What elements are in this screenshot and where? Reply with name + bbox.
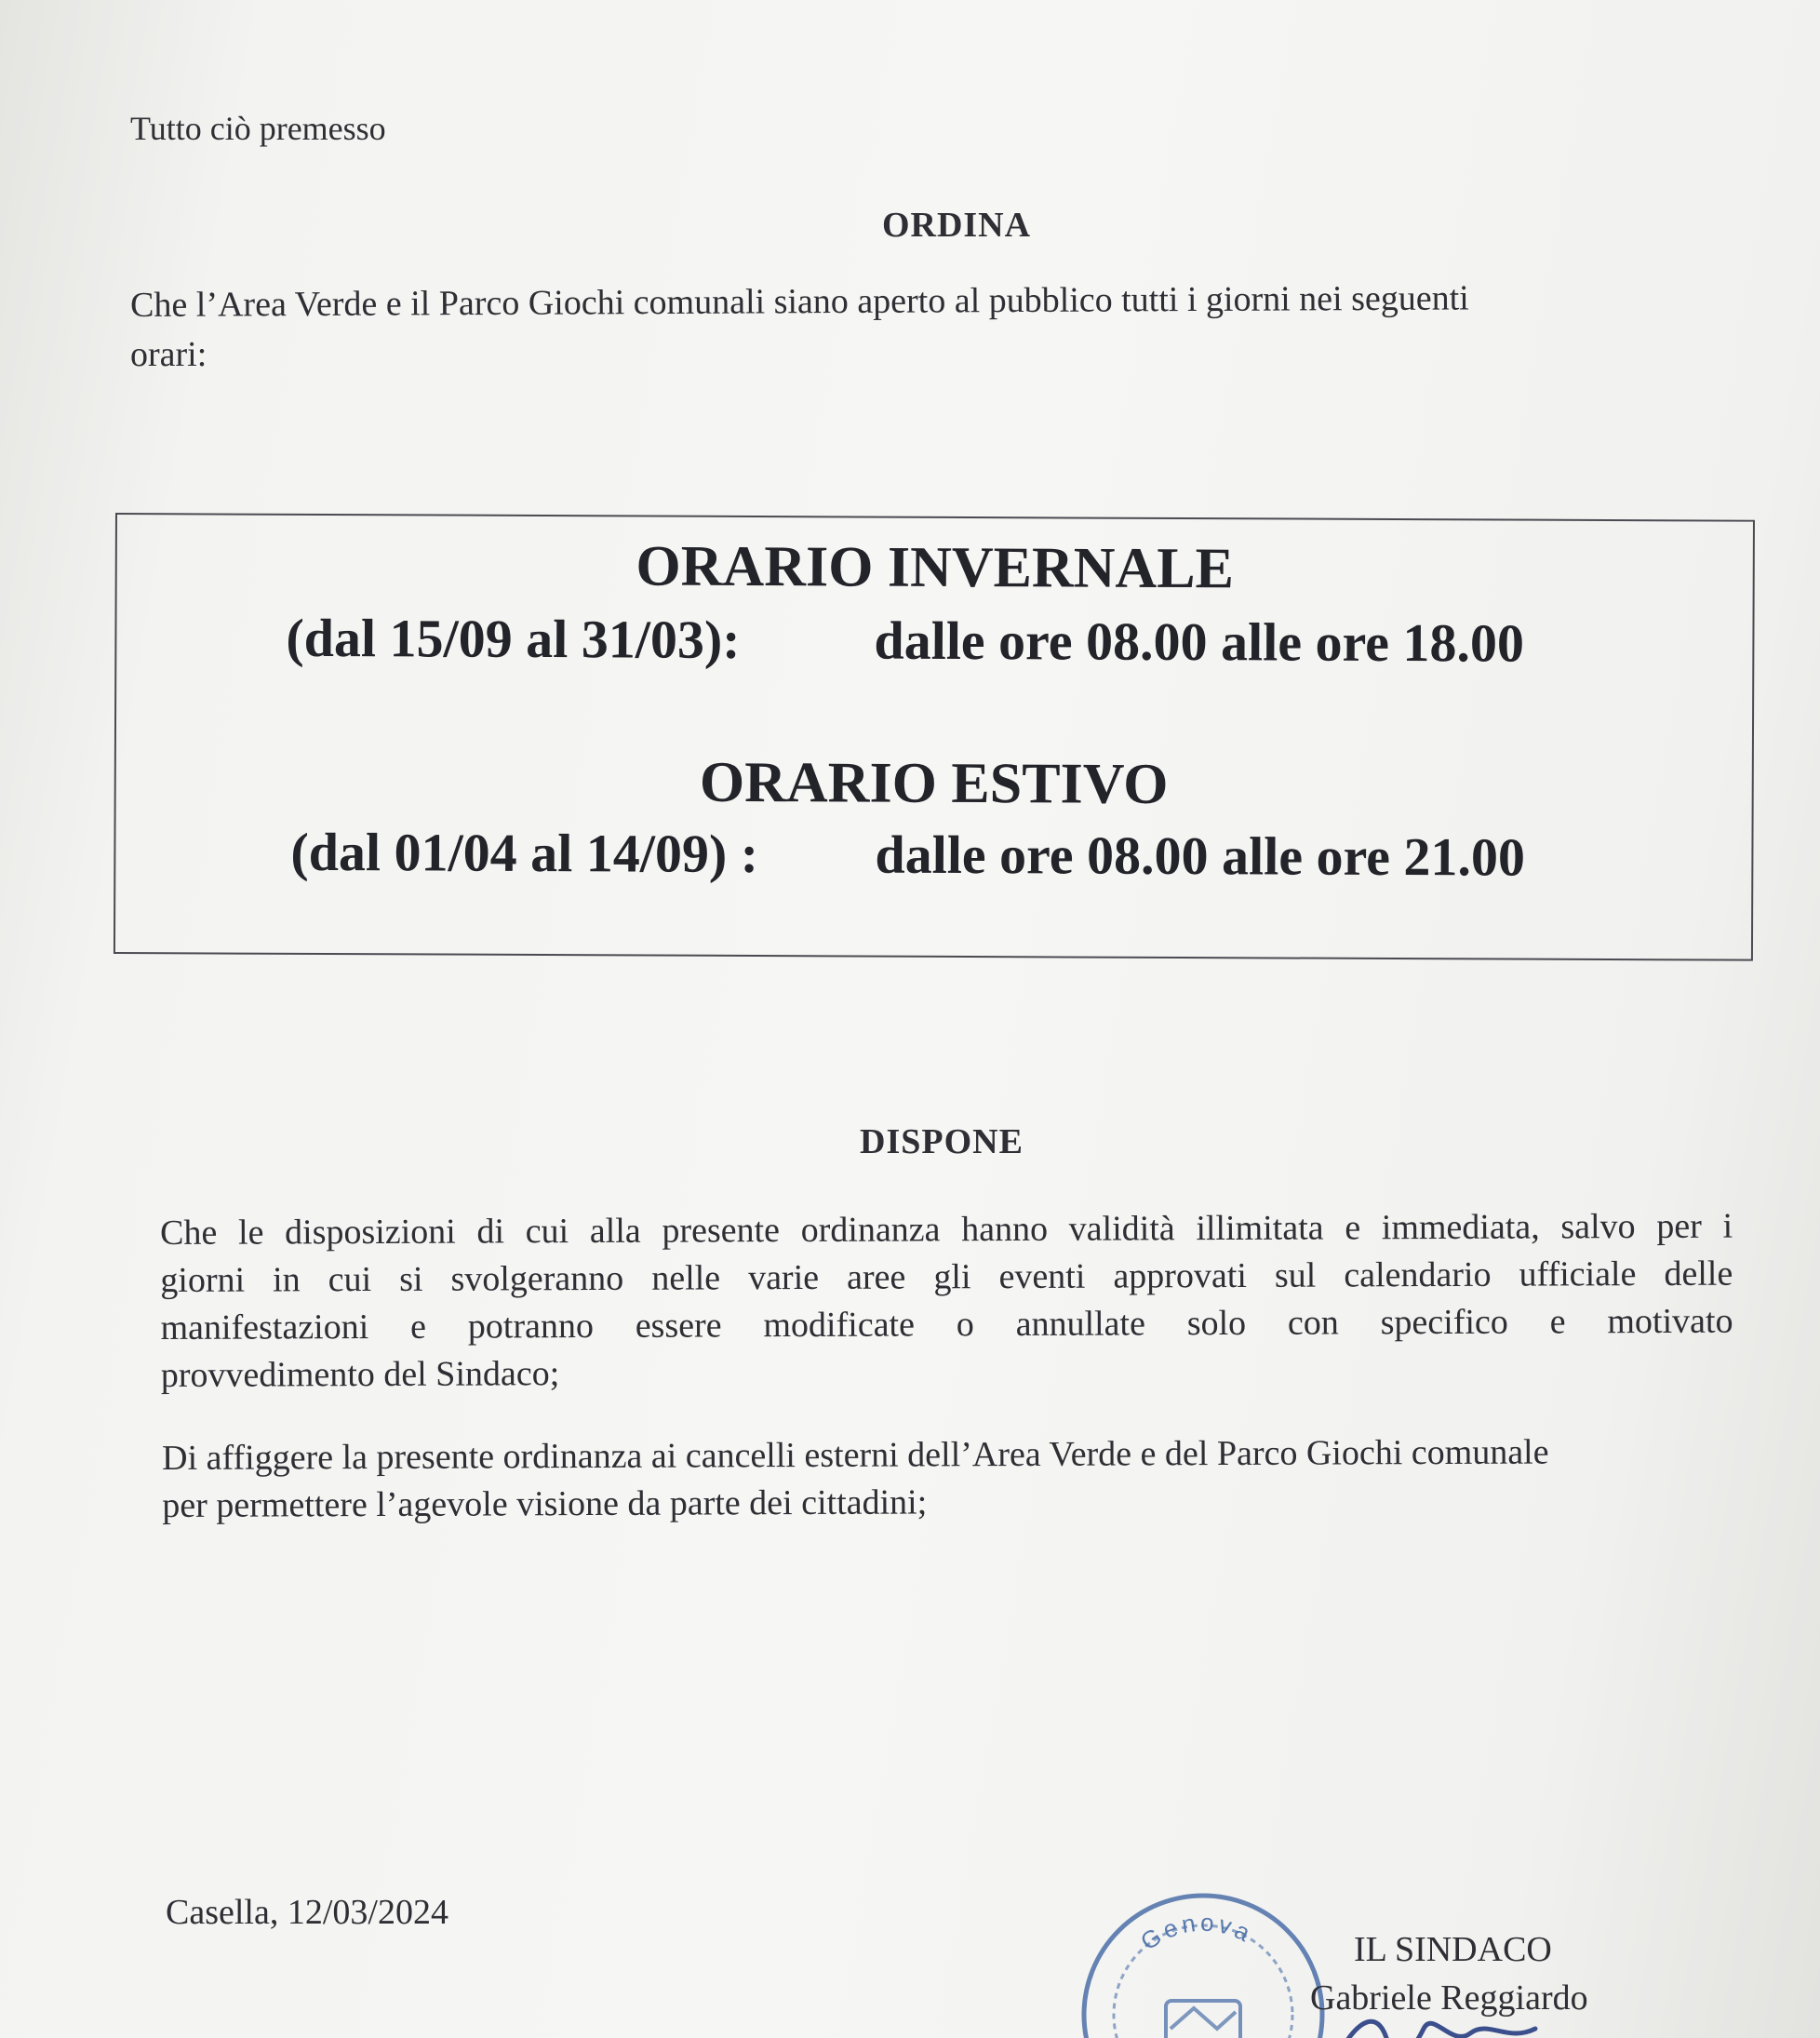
municipal-stamp bbox=[1077, 1889, 1329, 2038]
dispone-p1-line: Che le disposizioni di cui alla presente ordinanza hanno validità illimitata e immediata, salvo per i bbox=[160, 1206, 1733, 1253]
dispone-p1-line: provvedimento del Sindaco; bbox=[160, 1354, 560, 1395]
dispone-p2-line: per permettere l’agevole visione da parte dei cittadini; bbox=[162, 1482, 928, 1525]
winter-hours: dalle ore 08.00 alle ore 18.00 bbox=[874, 610, 1525, 674]
winter-period: (dal 15/09 al 31/03): bbox=[286, 607, 741, 670]
stamp-text: Genova bbox=[1135, 1908, 1259, 1956]
summer-period: (dal 01/04 al 14/09) : bbox=[290, 821, 759, 885]
dispone-p1-line: giorni in cui si svolgeranno nelle varie aree gli eventi approvati sul calendario ufficiale delle bbox=[160, 1254, 1733, 1300]
svg-text:Genova bbox=[1135, 1908, 1258, 1955]
handwritten-signature bbox=[1321, 2001, 1600, 2038]
signatory-name: Gabriele Reggiardo bbox=[1310, 1978, 1588, 2018]
dispone-paragraph-1 bbox=[160, 1203, 1733, 1400]
winter-title: ORARIO INVERNALE bbox=[636, 534, 1235, 601]
dispone-heading: DISPONE bbox=[860, 1122, 1024, 1161]
ordina-heading: ORDINA bbox=[881, 206, 1032, 245]
dispone-paragraph-2 bbox=[162, 1428, 1734, 1530]
schedule-box bbox=[114, 513, 1755, 961]
summer-hours: dalle ore 08.00 alle ore 21.00 bbox=[875, 824, 1526, 888]
place-date: Casella, 12/03/2024 bbox=[166, 1893, 448, 1932]
summer-title: ORARIO ESTIVO bbox=[699, 750, 1169, 816]
signatory-title: IL SINDACO bbox=[1354, 1930, 1552, 1969]
intro-text: Tutto ciò premesso bbox=[130, 110, 386, 147]
ordina-text-line2: orari: bbox=[130, 335, 207, 374]
dispone-p1-line: manifestazioni e potranno essere modificate o annullate solo con specifico e motivato bbox=[160, 1301, 1733, 1347]
dispone-p2-line: Di affiggere la presente ordinanza ai cancelli esterni dell’Area Verde e del Parco Giochi comunale bbox=[162, 1432, 1549, 1478]
ordina-text-line1: Che l’Area Verde e il Parco Giochi comunali siano aperto al pubblico tutti i giorni nei seguenti bbox=[130, 278, 1469, 325]
